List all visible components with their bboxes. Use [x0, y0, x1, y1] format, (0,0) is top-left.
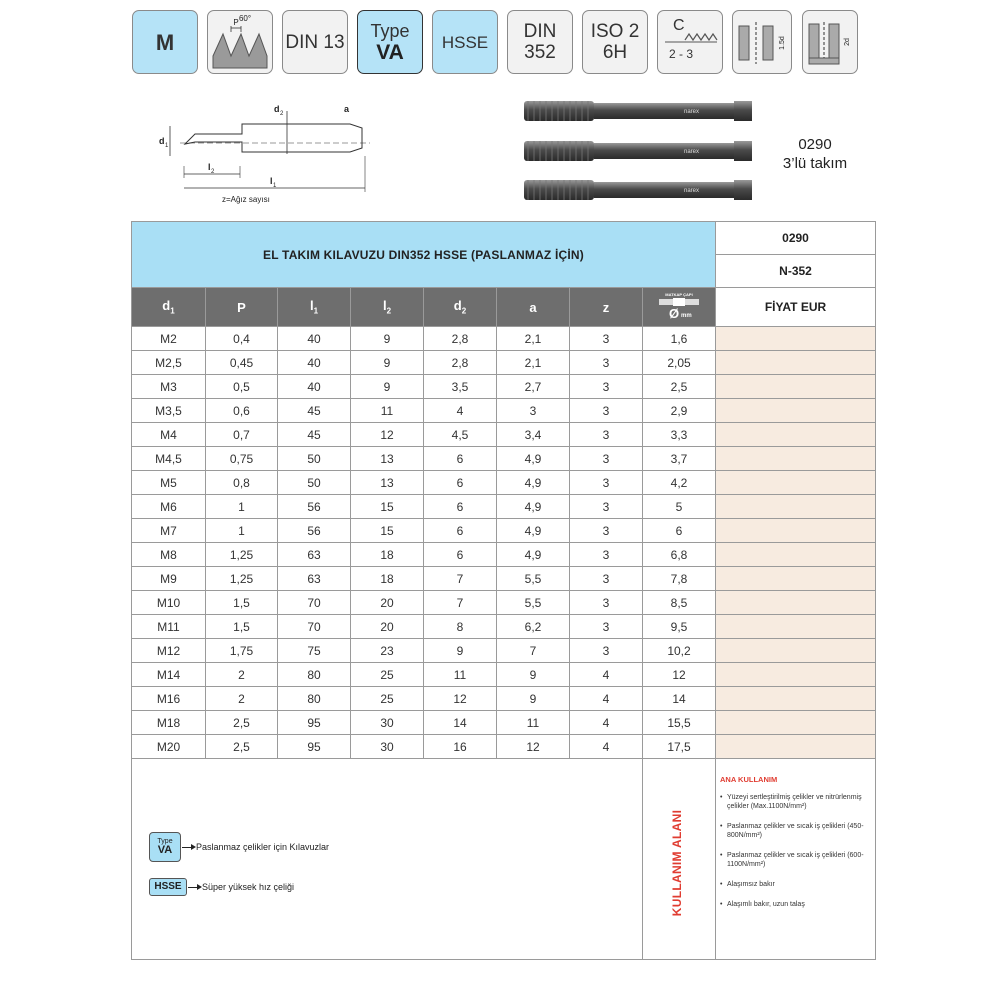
- drill-diameter-icon: [651, 290, 707, 322]
- table-cell: 12: [497, 735, 570, 759]
- table-cell: M10: [132, 591, 206, 615]
- arrow-right-icon: [188, 887, 200, 888]
- legend-hsse-text: Süper yüksek hız çeliği: [202, 882, 295, 892]
- table-cell: 4,9: [497, 495, 570, 519]
- table-cell: M3: [132, 375, 206, 399]
- table-cell: 50: [278, 471, 351, 495]
- table-cell: 1,5: [206, 591, 278, 615]
- table-cell: M5: [132, 471, 206, 495]
- badge-type-va: [357, 10, 423, 74]
- table-cell: 11: [497, 711, 570, 735]
- badge-iso-top: ISO 2: [590, 21, 640, 42]
- drill-unit-label: mm: [681, 312, 692, 319]
- badge-through-hole: [732, 10, 792, 74]
- drawing-d2-label: d: [274, 104, 280, 114]
- table-cell: 15: [351, 519, 424, 543]
- badge-metric-thread: [132, 10, 198, 74]
- pitch-label: P: [233, 18, 239, 27]
- table-cell: 0,8: [206, 471, 278, 495]
- table-row: [132, 639, 876, 663]
- table-cell: 0,4: [206, 327, 278, 351]
- usage-item: • Alaşımlı bakır, uzun talaş: [720, 900, 870, 909]
- price-cell: [716, 735, 876, 759]
- svg-text:Ø: Ø: [669, 305, 680, 321]
- table-cell: 1: [206, 519, 278, 543]
- table-row: [132, 327, 876, 351]
- set-info: [760, 135, 870, 173]
- badge-din352-top: DIN: [523, 21, 557, 42]
- tap-brand-3: narex: [684, 188, 700, 194]
- drill-header-label: MATKAP ÇAPI: [665, 291, 693, 297]
- table-cell: M14: [132, 663, 206, 687]
- set-description: 3’lü takım: [782, 155, 848, 172]
- table-cell: M2,5: [132, 351, 206, 375]
- angle-label: 60°: [238, 14, 252, 23]
- blind-depth-label: 2d: [844, 38, 851, 46]
- col-l1: $l_1$: [278, 288, 351, 327]
- usage-item: • Paslanmaz çelikler ve sıcak iş çelikleri (600-1100N/mm²): [720, 851, 870, 869]
- price-cell: [716, 471, 876, 495]
- table-cell: 1,25: [206, 543, 278, 567]
- table-cell: 3: [570, 399, 643, 423]
- table-cell: 16: [424, 735, 497, 759]
- usage-item: • Alaşımsız bakır: [720, 880, 870, 889]
- table-cell: 18: [351, 543, 424, 567]
- table-cell: 3: [570, 351, 643, 375]
- table-cell: 13: [351, 471, 424, 495]
- badge-iso-bottom: 6H: [602, 42, 628, 63]
- table-cell: 6: [424, 543, 497, 567]
- price-cell: [716, 375, 876, 399]
- chamfer-icon: [659, 12, 721, 72]
- table-cell: 2: [206, 663, 278, 687]
- table-cell: 13: [351, 447, 424, 471]
- table-cell: 0,7: [206, 423, 278, 447]
- table-cell: 5,5: [497, 591, 570, 615]
- table-cell: 3: [570, 423, 643, 447]
- table-cell: 9: [351, 351, 424, 375]
- badge-hsse-label: HSSE: [441, 32, 489, 52]
- price-cell: [716, 567, 876, 591]
- usage-list: [720, 775, 870, 920]
- table-row: [132, 711, 876, 735]
- table-cell: 2,5: [643, 375, 716, 399]
- table-cell: 3,5: [424, 375, 497, 399]
- badge-din352: [507, 10, 573, 74]
- table-cell: 6: [643, 519, 716, 543]
- price-cell: [716, 447, 876, 471]
- table-cell: 3,7: [643, 447, 716, 471]
- drawing-a-label: a: [344, 104, 350, 114]
- drawing-d2-sub: 2: [280, 111, 284, 117]
- table-cell: 1,5: [206, 615, 278, 639]
- table-cell: 3: [570, 327, 643, 351]
- table-cell: 4: [570, 663, 643, 687]
- legend: [149, 832, 469, 912]
- table-cell: 4: [570, 687, 643, 711]
- table-cell: 3: [570, 519, 643, 543]
- price-cell: [716, 711, 876, 735]
- table-cell: 1: [206, 495, 278, 519]
- table-cell: 6: [424, 471, 497, 495]
- table-row: [132, 735, 876, 759]
- price-cell: [716, 399, 876, 423]
- table-cell: 2,05: [643, 351, 716, 375]
- table-cell: 2,5: [206, 711, 278, 735]
- table-row: [132, 495, 876, 519]
- table-cell: 7: [424, 591, 497, 615]
- table-cell: 3: [570, 567, 643, 591]
- col-z: z: [570, 288, 643, 327]
- col-price: FİYAT EUR: [716, 288, 876, 327]
- tap-brand-2: narex: [684, 149, 700, 155]
- legend-type-top: Type: [157, 838, 173, 845]
- table-cell: 9,5: [643, 615, 716, 639]
- table-cell: 80: [278, 663, 351, 687]
- table-cell: 63: [278, 543, 351, 567]
- usage-item: • Paslanmaz çelikler ve sıcak iş çelikleri (450-800N/mm²): [720, 822, 870, 840]
- table-cell: 8: [424, 615, 497, 639]
- table-cell: 0,75: [206, 447, 278, 471]
- table-cell: 70: [278, 615, 351, 639]
- drawing-caption: z=Ağız sayısı: [222, 195, 270, 204]
- table-cell: 3,4: [497, 423, 570, 447]
- legend-hsse: [149, 878, 469, 896]
- table-row: [132, 543, 876, 567]
- price-cell: [716, 423, 876, 447]
- table-cell: 15: [351, 495, 424, 519]
- tap-dimension-drawing: [150, 96, 380, 208]
- table-cell: 9: [351, 375, 424, 399]
- table-row: [132, 615, 876, 639]
- table-cell: 40: [278, 327, 351, 351]
- table-cell: 95: [278, 735, 351, 759]
- table-cell: 9: [497, 687, 570, 711]
- table-cell: 70: [278, 591, 351, 615]
- table-cell: 15,5: [643, 711, 716, 735]
- badge-va-label: VA: [376, 41, 404, 64]
- table-cell: 4,2: [643, 471, 716, 495]
- table-cell: 3: [570, 615, 643, 639]
- drawing-d1-label: d: [159, 136, 165, 146]
- table-cell: 3: [570, 375, 643, 399]
- badge-din13: [282, 10, 348, 74]
- price-cell: [716, 687, 876, 711]
- price-cell: [716, 591, 876, 615]
- table-cell: 2: [206, 687, 278, 711]
- table-cell: 4: [570, 735, 643, 759]
- price-cell: [716, 639, 876, 663]
- table-cell: M18: [132, 711, 206, 735]
- col-l2: $l_2$: [351, 288, 424, 327]
- table-cell: 23: [351, 639, 424, 663]
- table-cell: 5: [643, 495, 716, 519]
- price-cell: [716, 663, 876, 687]
- chamfer-range-label: 2 - 3: [669, 47, 694, 61]
- price-cell: [716, 519, 876, 543]
- table-row: [132, 351, 876, 375]
- article-code: 0290: [716, 222, 876, 255]
- table-cell: M4: [132, 423, 206, 447]
- badge-type-label: Type: [370, 21, 410, 41]
- price-cell: [716, 495, 876, 519]
- table-cell: 4,5: [424, 423, 497, 447]
- table-cell: 3: [570, 447, 643, 471]
- table-cell: 3: [570, 639, 643, 663]
- table-cell: M11: [132, 615, 206, 639]
- chamfer-c-label: C: [673, 17, 685, 34]
- table-cell: 6: [424, 495, 497, 519]
- legend-hsse-badge: HSSE: [149, 878, 187, 896]
- table-row: [132, 519, 876, 543]
- table-cell: 3: [497, 399, 570, 423]
- table-cell: 14: [424, 711, 497, 735]
- price-cell: [716, 615, 876, 639]
- table-row: [132, 471, 876, 495]
- table-cell: 25: [351, 663, 424, 687]
- table-body: [132, 327, 876, 759]
- table-row: [132, 375, 876, 399]
- table-cell: 0,5: [206, 375, 278, 399]
- table-cell: 6,8: [643, 543, 716, 567]
- table-cell: 4: [570, 711, 643, 735]
- table-cell: 7,8: [643, 567, 716, 591]
- table-cell: 5,5: [497, 567, 570, 591]
- table-cell: M12: [132, 639, 206, 663]
- usage-items: [720, 793, 870, 909]
- table-cell: 63: [278, 567, 351, 591]
- usage-title: ANA KULLANIM: [720, 775, 778, 784]
- tap-set-illustration: [520, 98, 760, 210]
- table-cell: 12: [643, 663, 716, 687]
- badge-thread-profile: [207, 10, 273, 74]
- badge-chamfer: [657, 10, 723, 74]
- table-cell: 7: [497, 639, 570, 663]
- table-cell: M4,5: [132, 447, 206, 471]
- table-cell: 25: [351, 687, 424, 711]
- table-cell: M2: [132, 327, 206, 351]
- table-cell: M16: [132, 687, 206, 711]
- col-drill-diameter: [643, 288, 716, 327]
- table-cell: M9: [132, 567, 206, 591]
- table-cell: 3,3: [643, 423, 716, 447]
- table-cell: 1,25: [206, 567, 278, 591]
- legend-type-badge: [149, 832, 181, 862]
- col-d1: $d_1$: [132, 288, 206, 327]
- table-cell: 3: [570, 591, 643, 615]
- table-cell: 12: [351, 423, 424, 447]
- table-row: [132, 423, 876, 447]
- table-cell: 6: [424, 447, 497, 471]
- table-cell: 4,9: [497, 543, 570, 567]
- table-cell: 9: [497, 663, 570, 687]
- drawing-l1-label: l: [270, 176, 273, 186]
- table-cell: 45: [278, 399, 351, 423]
- badge-blind-hole: [802, 10, 858, 74]
- table-row: [132, 591, 876, 615]
- usage-area-label: [640, 764, 714, 962]
- through-depth-label: 1.5d: [779, 36, 786, 50]
- table-cell: M8: [132, 543, 206, 567]
- table-cell: 9: [424, 639, 497, 663]
- table-cell: 0,6: [206, 399, 278, 423]
- badge-hsse: [432, 10, 498, 74]
- table-cell: M6: [132, 495, 206, 519]
- table-cell: 2,5: [206, 735, 278, 759]
- drawing-l2-label: l: [208, 162, 211, 172]
- table-cell: 11: [424, 663, 497, 687]
- table-row: [132, 447, 876, 471]
- table-cell: 7: [424, 567, 497, 591]
- table-row: [132, 567, 876, 591]
- table-cell: 30: [351, 711, 424, 735]
- badge-din13-label: DIN 13: [285, 31, 345, 53]
- table-cell: 1,6: [643, 327, 716, 351]
- table-cell: 2,1: [497, 351, 570, 375]
- drawing-l1-sub: 1: [273, 183, 277, 189]
- arrow-right-icon: [182, 847, 194, 848]
- table-cell: 9: [351, 327, 424, 351]
- table-cell: 8,5: [643, 591, 716, 615]
- table-title: EL TAKIM KILAVUZU DIN352 HSSE (PASLANMAZ İÇİN): [132, 222, 716, 288]
- table-cell: 45: [278, 423, 351, 447]
- legend-type-bottom: VA: [157, 844, 173, 856]
- badge-iso2-6h: [582, 10, 648, 74]
- usage-vertical-text: KULLANIM ALANI: [670, 809, 684, 917]
- col-d2: $d_2$: [424, 288, 497, 327]
- badge-metric-thread-label: M: [155, 29, 175, 55]
- legend-type-text: Paslanmaz çelikler için Kılavuzlar: [196, 842, 330, 852]
- table-cell: 17,5: [643, 735, 716, 759]
- table-cell: 2,8: [424, 327, 497, 351]
- table-cell: 4,9: [497, 447, 570, 471]
- table-cell: 3: [570, 495, 643, 519]
- table-row: [132, 663, 876, 687]
- table-cell: 80: [278, 687, 351, 711]
- table-cell: 2,8: [424, 351, 497, 375]
- table-row: [132, 687, 876, 711]
- table-cell: 30: [351, 735, 424, 759]
- table-cell: 1,75: [206, 639, 278, 663]
- legend-type-va: [149, 832, 469, 862]
- table-cell: 3: [570, 543, 643, 567]
- drawing-l2-sub: 2: [211, 169, 215, 175]
- price-cell: [716, 543, 876, 567]
- badge-din352-bottom: 352: [524, 42, 556, 63]
- table-header-row: [132, 288, 876, 327]
- product-code: N-352: [716, 255, 876, 288]
- set-code: 0290: [798, 136, 832, 153]
- table-cell: 0,45: [206, 351, 278, 375]
- table-cell: 40: [278, 375, 351, 399]
- table-cell: 10,2: [643, 639, 716, 663]
- drawing-d1-sub: 1: [165, 143, 169, 149]
- table-cell: M20: [132, 735, 206, 759]
- table-cell: 11: [351, 399, 424, 423]
- usage-item: • Yüzeyi sertleştirilmiş çelikler ve nitrürlenmiş çelikler (Max.1100N/mm²): [720, 793, 870, 811]
- table-cell: M3,5: [132, 399, 206, 423]
- price-cell: [716, 351, 876, 375]
- blind-hole-icon: [803, 12, 857, 72]
- table-cell: 95: [278, 711, 351, 735]
- table-cell: 2,9: [643, 399, 716, 423]
- through-hole-icon: [733, 12, 791, 72]
- table-cell: 3: [570, 471, 643, 495]
- tap-brand-1: narex: [684, 109, 700, 115]
- feature-badges: [132, 10, 858, 76]
- table-cell: 20: [351, 591, 424, 615]
- table-row: [132, 399, 876, 423]
- table-cell: 4,9: [497, 519, 570, 543]
- thread-profile-icon: [209, 12, 271, 72]
- table-cell: 56: [278, 495, 351, 519]
- table-cell: 20: [351, 615, 424, 639]
- table-cell: 6,2: [497, 615, 570, 639]
- table-cell: M7: [132, 519, 206, 543]
- table-cell: 75: [278, 639, 351, 663]
- table-cell: 2,7: [497, 375, 570, 399]
- table-cell: 6: [424, 519, 497, 543]
- table-cell: 50: [278, 447, 351, 471]
- table-cell: 4: [424, 399, 497, 423]
- table-cell: 12: [424, 687, 497, 711]
- price-cell: [716, 327, 876, 351]
- col-p: P: [206, 288, 278, 327]
- col-a: a: [497, 288, 570, 327]
- table-cell: 4,9: [497, 471, 570, 495]
- table-cell: 40: [278, 351, 351, 375]
- table-cell: 14: [643, 687, 716, 711]
- table-cell: 18: [351, 567, 424, 591]
- table-cell: 56: [278, 519, 351, 543]
- table-cell: 2,1: [497, 327, 570, 351]
